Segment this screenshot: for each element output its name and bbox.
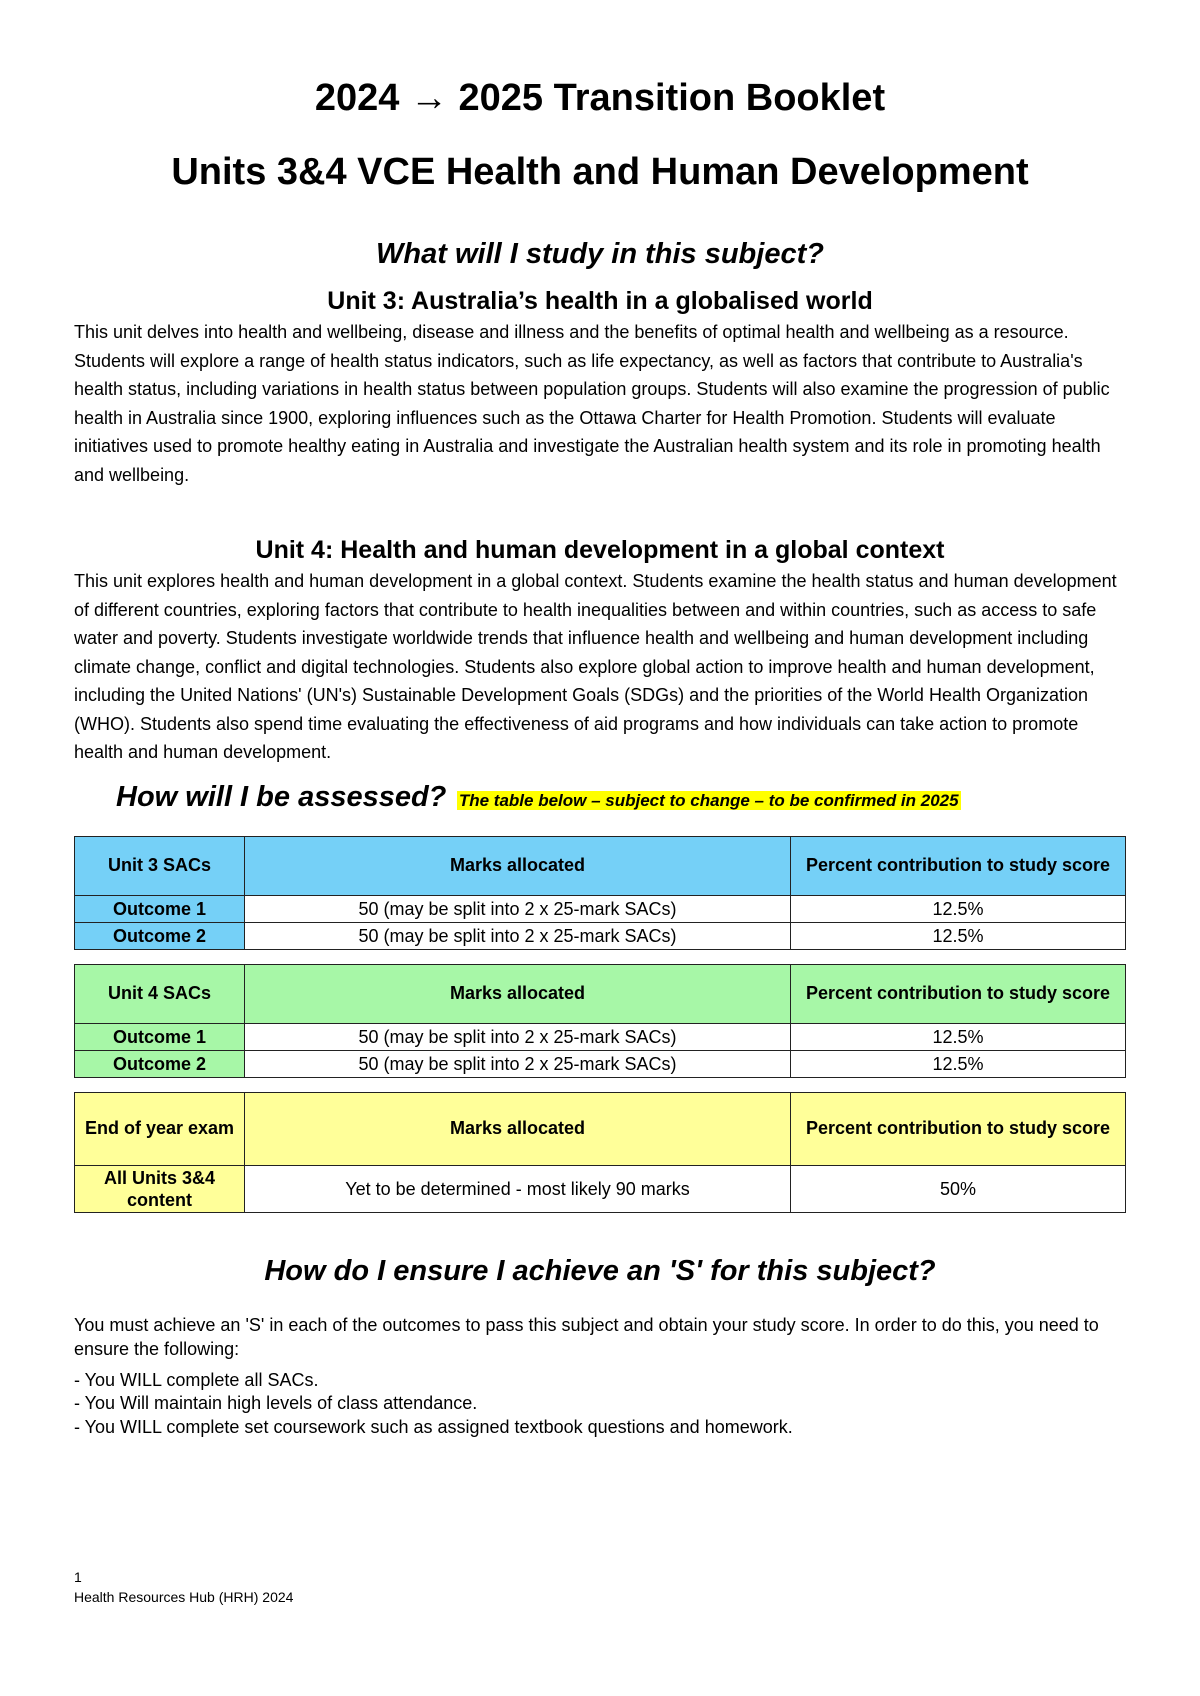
assessment-heading: How will I be assessed? <box>116 780 447 813</box>
ensure-intro: You must achieve an 'S' in each of the outcomes to pass this subject and obtain your study score. In order to do this, you need to ensure the following: <box>74 1314 1099 1359</box>
study-heading: What will I study in this subject? <box>376 238 824 270</box>
unit3-description: This unit delves into health and wellbeing, disease and illness and the benefits of optimal health and wellbeing as a resource. Students will explore a range of health status indicators, such as life expectancy, as well as factors that contribute to Australia's health status, including variations in health status between population groups. Students will also examine the progression of public health in Australia since 1900, exploring influences such as the Ottawa Charter for Health Promotion. Students will evaluate initiatives used to promote healthy eating in Australia and investigate the Australian health system and its role in promoting health and wellbeing. <box>74 322 1110 485</box>
document-title: 2024 → 2025 Transition Booklet <box>314 77 886 119</box>
table-header-cell: Percent contribution to study score <box>791 1092 1126 1165</box>
exam-table <box>74 1092 1126 1213</box>
table-header-cell: End of year exam <box>75 1092 245 1165</box>
table-cell: Outcome 2 <box>75 922 245 949</box>
table-cell: 50% <box>791 1165 1126 1212</box>
table-cell: 12.5% <box>791 1050 1126 1077</box>
unit4-sac-table <box>74 964 1126 1078</box>
ensure-heading: How do I ensure I achieve an 'S' for this subject? <box>264 1254 936 1287</box>
unit4-description: This unit explores health and human development in a global context. Students examine the health status and human development of different countries, exploring factors that contribute to health inequalities between and within countries, such as access to safe water and poverty. Students investigate worldwide trends that influence health and wellbeing and human development including climate change, conflict and digital technologies. Students also explore global action to improve health and human development, including the United Nations' (UN's) Sustainable Development Goals (SDGs) and the priorities of the World Health Organization (WHO). Students also spend time evaluating the effectiveness of aid programs and how individuals can take action to promote health and human development. <box>74 571 1117 762</box>
table-header-row <box>75 836 1126 895</box>
assessment-note: The table below – subject to change – to be confirmed in 2025 <box>458 790 959 810</box>
table-row <box>75 1165 1126 1212</box>
table-cell: Yet to be determined - most likely 90 marks <box>245 1165 791 1212</box>
assessment-heading-row <box>116 777 1126 822</box>
table-cell: 50 (may be split into 2 x 25-mark SACs) <box>245 1023 791 1050</box>
footer-source: Health Resources Hub (HRH) 2024 <box>74 1589 294 1605</box>
table-cell: Outcome 1 <box>75 1023 245 1050</box>
table-cell: 50 (may be split into 2 x 25-mark SACs) <box>245 1050 791 1077</box>
table-cell: 12.5% <box>791 1023 1126 1050</box>
table-header-cell: Marks allocated <box>245 1092 791 1165</box>
unit3-sac-table <box>74 836 1126 950</box>
list-item: - You WILL complete set coursework such as assigned textbook questions and homework. <box>74 1416 793 1437</box>
table-header-cell: Marks allocated <box>245 964 791 1023</box>
table-cell: Outcome 1 <box>75 895 245 922</box>
list-item: - You Will maintain high levels of class attendance. <box>74 1393 478 1413</box>
table-header-row <box>75 964 1126 1023</box>
ensure-list <box>74 1369 1126 1440</box>
table-cell: Outcome 2 <box>75 1050 245 1077</box>
table-cell: 50 (may be split into 2 x 25-mark SACs) <box>245 922 791 949</box>
unit4-title: Unit 4: Health and human development in a global context <box>255 536 945 564</box>
table-row <box>75 1023 1126 1050</box>
table-header-cell: Percent contribution to study score <box>791 836 1126 895</box>
table-cell: All Units 3&4 content <box>75 1165 245 1212</box>
table-cell: 12.5% <box>791 895 1126 922</box>
table-header-cell: Unit 4 SACs <box>75 964 245 1023</box>
table-row <box>75 895 1126 922</box>
table-header-row <box>75 1092 1126 1165</box>
document-subtitle: Units 3&4 VCE Health and Human Development <box>171 151 1029 193</box>
unit3-title: Unit 3: Australia’s health in a globalised world <box>327 287 873 315</box>
table-cell: 12.5% <box>791 922 1126 949</box>
table-header-cell: Percent contribution to study score <box>791 964 1126 1023</box>
page-number: 1 <box>74 1569 82 1585</box>
table-header-cell: Marks allocated <box>245 836 791 895</box>
table-header-cell: Unit 3 SACs <box>75 836 245 895</box>
list-item: - You WILL complete all SACs. <box>74 1369 319 1390</box>
table-row <box>75 1050 1126 1077</box>
table-row <box>75 922 1126 949</box>
table-cell: 50 (may be split into 2 x 25-mark SACs) <box>245 895 791 922</box>
